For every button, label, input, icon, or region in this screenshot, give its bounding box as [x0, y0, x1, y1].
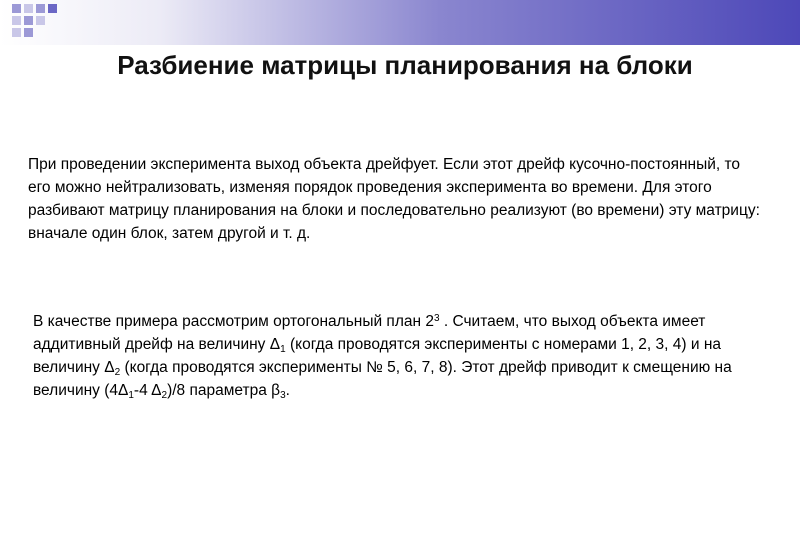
slide-title: Разбиение матрицы планирования на блоки	[117, 50, 693, 80]
subscript: 1	[128, 390, 134, 401]
body-paragraph-1: При проведении эксперимента выход объекта дрейфует. Если этот дрейф кусочно-постоянный, то его можно нейтрализовать, изменяя порядок проведения эксперимента во времени. Для этого разбивают матрицу планирования на блоки и последовательно реализуют (во времени) эту матрицу: вначале один блок, затем другой и т. д.	[28, 156, 760, 242]
header-banner	[0, 0, 800, 45]
body-paragraph-2	[33, 310, 778, 402]
decor-square	[12, 16, 21, 25]
subscript: 2	[114, 367, 121, 378]
text-run: . Считаем, что выход объекта имеет аддитивный дрейф на величину Δ	[33, 313, 706, 353]
decor-square	[36, 16, 45, 25]
text-run: )/8 параметра β	[167, 382, 281, 399]
subscript: 2	[161, 390, 168, 401]
decor-square	[12, 28, 21, 37]
subscript: 1	[280, 344, 286, 355]
superscript: 3	[433, 313, 440, 324]
decor-square	[24, 16, 33, 25]
decor-square	[24, 4, 33, 13]
text-run: .	[285, 382, 290, 399]
subscript: 3	[280, 390, 286, 401]
text-run: (когда проводятся эксперименты с номерами 1, 2, 3, 4) и на величину Δ	[33, 336, 722, 376]
text-run: (когда проводятся эксперименты № 5, 6, 7, 8). Этот дрейф приводит к смещению на величину (4Δ	[33, 359, 732, 399]
decor-square	[48, 4, 57, 13]
decor-square	[24, 28, 33, 37]
decor-square	[12, 4, 21, 13]
decor-square	[36, 4, 45, 13]
text-run: В качестве примера рассмотрим ортогональный план 2	[33, 313, 434, 330]
text-run: -4 Δ	[133, 382, 162, 399]
